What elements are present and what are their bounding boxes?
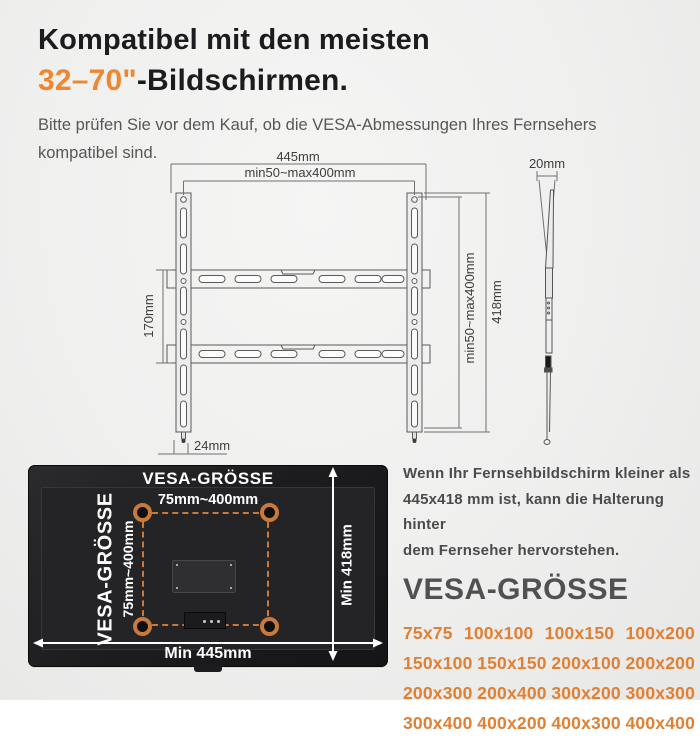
vesa-size: 400x300 — [551, 712, 621, 733]
vesa-size-row — [403, 708, 695, 738]
vesa-size: 200x400 — [477, 682, 547, 703]
vesa-size-row — [403, 678, 695, 708]
vesa-size: 300x400 — [403, 712, 473, 733]
dim-depth: 20mm — [528, 156, 566, 171]
page-title: Kompatibel mit den meisten — [38, 24, 430, 56]
vesa-size: 100x100 — [463, 622, 534, 643]
dim-height-range: min50~max400mm — [462, 252, 477, 364]
front-view-drawing — [60, 150, 520, 460]
vesa-size-list — [403, 618, 695, 738]
tv-min-width-label: Min 445mm — [164, 645, 252, 662]
page-title-line2 — [38, 64, 597, 98]
vesa-size: 200x200 — [625, 652, 695, 673]
tv-vesa-title: VESA-GRÖSSE — [142, 469, 274, 488]
tv-vesa-range-horizontal: 75mm~400mm — [157, 492, 259, 508]
page-title-rest: -Bildschirmen. — [136, 64, 349, 97]
tv-vesa-range-vertical: 75mm~400mm — [120, 520, 136, 618]
header — [38, 24, 597, 167]
vesa-size: 75x75 — [403, 622, 453, 643]
compatibility-note-line2: 445x418 mm ist, kann die Halterung hinter — [403, 490, 665, 533]
compatibility-note-line1: Wenn Ihr Fernsehbildschirm kleiner als — [403, 465, 691, 482]
tv-min-height-label: Min 418mm — [338, 524, 356, 606]
screen-size-range: 32–70" — [38, 64, 137, 97]
dim-height-total: 418mm — [489, 280, 504, 324]
tv-vesa-title-vertical: VESA-GRÖSSE — [94, 492, 117, 646]
vesa-size: 100x200 — [625, 622, 695, 643]
vesa-size: 100x150 — [544, 622, 615, 643]
compatibility-note-line3: dem Fernseher hervorstehen. — [403, 541, 620, 559]
vesa-size: 400x200 — [477, 712, 547, 733]
vesa-size: 150x100 — [403, 652, 473, 673]
subtitle-line1: Bitte prüfen Sie vor dem Kauf, ob die VESA-Abmessungen Ihres Fernsehers — [38, 116, 597, 134]
vesa-size-row — [403, 648, 695, 678]
subtitle-line2: kompatibel sind. — [38, 144, 158, 162]
dim-width-range: min50~max400mm — [244, 165, 356, 180]
vesa-size: 200x100 — [551, 652, 621, 673]
vesa-size-row — [403, 618, 695, 648]
vesa-size: 150x150 — [477, 652, 547, 673]
dim-bottom-offset: 24mm — [194, 438, 231, 453]
vesa-size: 200x300 — [403, 682, 473, 703]
vesa-size-heading: VESA-GRÖSSE — [403, 573, 629, 606]
tv-back-diagram — [28, 465, 388, 667]
dim-width-total: 445mm — [276, 149, 320, 164]
side-view-drawing — [520, 150, 590, 460]
vesa-size: 400x400 — [625, 712, 695, 733]
vesa-size: 300x300 — [625, 682, 695, 703]
vesa-size: 300x200 — [551, 682, 621, 703]
dim-rail-spacing: 170mm — [141, 294, 156, 338]
vesa-info-column — [403, 461, 695, 738]
